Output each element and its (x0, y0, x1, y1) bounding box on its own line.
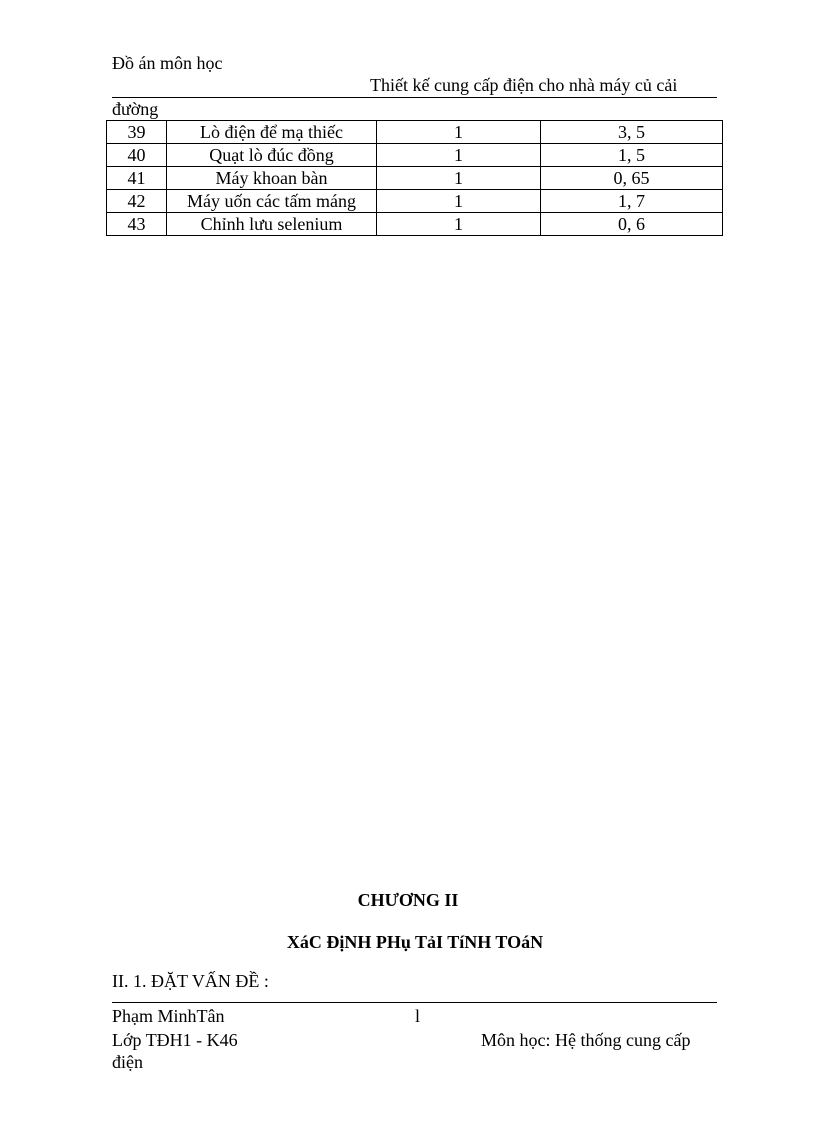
equipment-table (106, 120, 723, 236)
table-row (107, 167, 723, 190)
cell-no: 39 (107, 121, 167, 144)
table-row (107, 213, 723, 236)
header-rule (112, 97, 717, 98)
header-right: Thiết kế cung cấp điện cho nhà máy củ cải (370, 75, 678, 95)
cell-no: 40 (107, 144, 167, 167)
header-left: Đồ án môn học (112, 53, 223, 73)
cell-qty: 1 (377, 167, 541, 190)
cell-no: 42 (107, 190, 167, 213)
table-row (107, 190, 723, 213)
cell-qty: 1 (377, 190, 541, 213)
cell-power: 1, 7 (541, 190, 723, 213)
chapter-number: CHƯƠNG II (357, 890, 459, 910)
footer-rule (112, 1002, 717, 1003)
cell-qty: 1 (377, 144, 541, 167)
cell-name: Chỉnh lưu selenium (167, 213, 377, 236)
footer-author: Phạm MinhTân (112, 1006, 225, 1026)
cell-qty: 1 (377, 121, 541, 144)
table-row (107, 121, 723, 144)
cell-no: 41 (107, 167, 167, 190)
header-wrap: đường (112, 99, 159, 119)
cell-qty: 1 (377, 213, 541, 236)
table-row (107, 144, 723, 167)
cell-power: 0, 65 (541, 167, 723, 190)
footer-wrap: điện (112, 1052, 143, 1072)
footer-class: Lớp TĐH1 - K46 (112, 1030, 238, 1050)
footer-subject: Môn học: Hệ thống cung cấp (481, 1030, 691, 1050)
cell-name: Máy uốn các tấm máng (167, 190, 377, 213)
cell-no: 43 (107, 213, 167, 236)
cell-name: Máy khoan bàn (167, 167, 377, 190)
section-heading: II. 1. ĐẶT VẤN ĐỀ : (112, 971, 269, 991)
cell-power: 1, 5 (541, 144, 723, 167)
chapter-title: XáC ĐịNH PHụ TảI TíNH TOáN (286, 932, 544, 952)
cell-power: 0, 6 (541, 213, 723, 236)
cell-name: Lò điện để mạ thiếc (167, 121, 377, 144)
cell-name: Quạt lò đúc đồng (167, 144, 377, 167)
footer-page-number: l (415, 1006, 421, 1026)
cell-power: 3, 5 (541, 121, 723, 144)
